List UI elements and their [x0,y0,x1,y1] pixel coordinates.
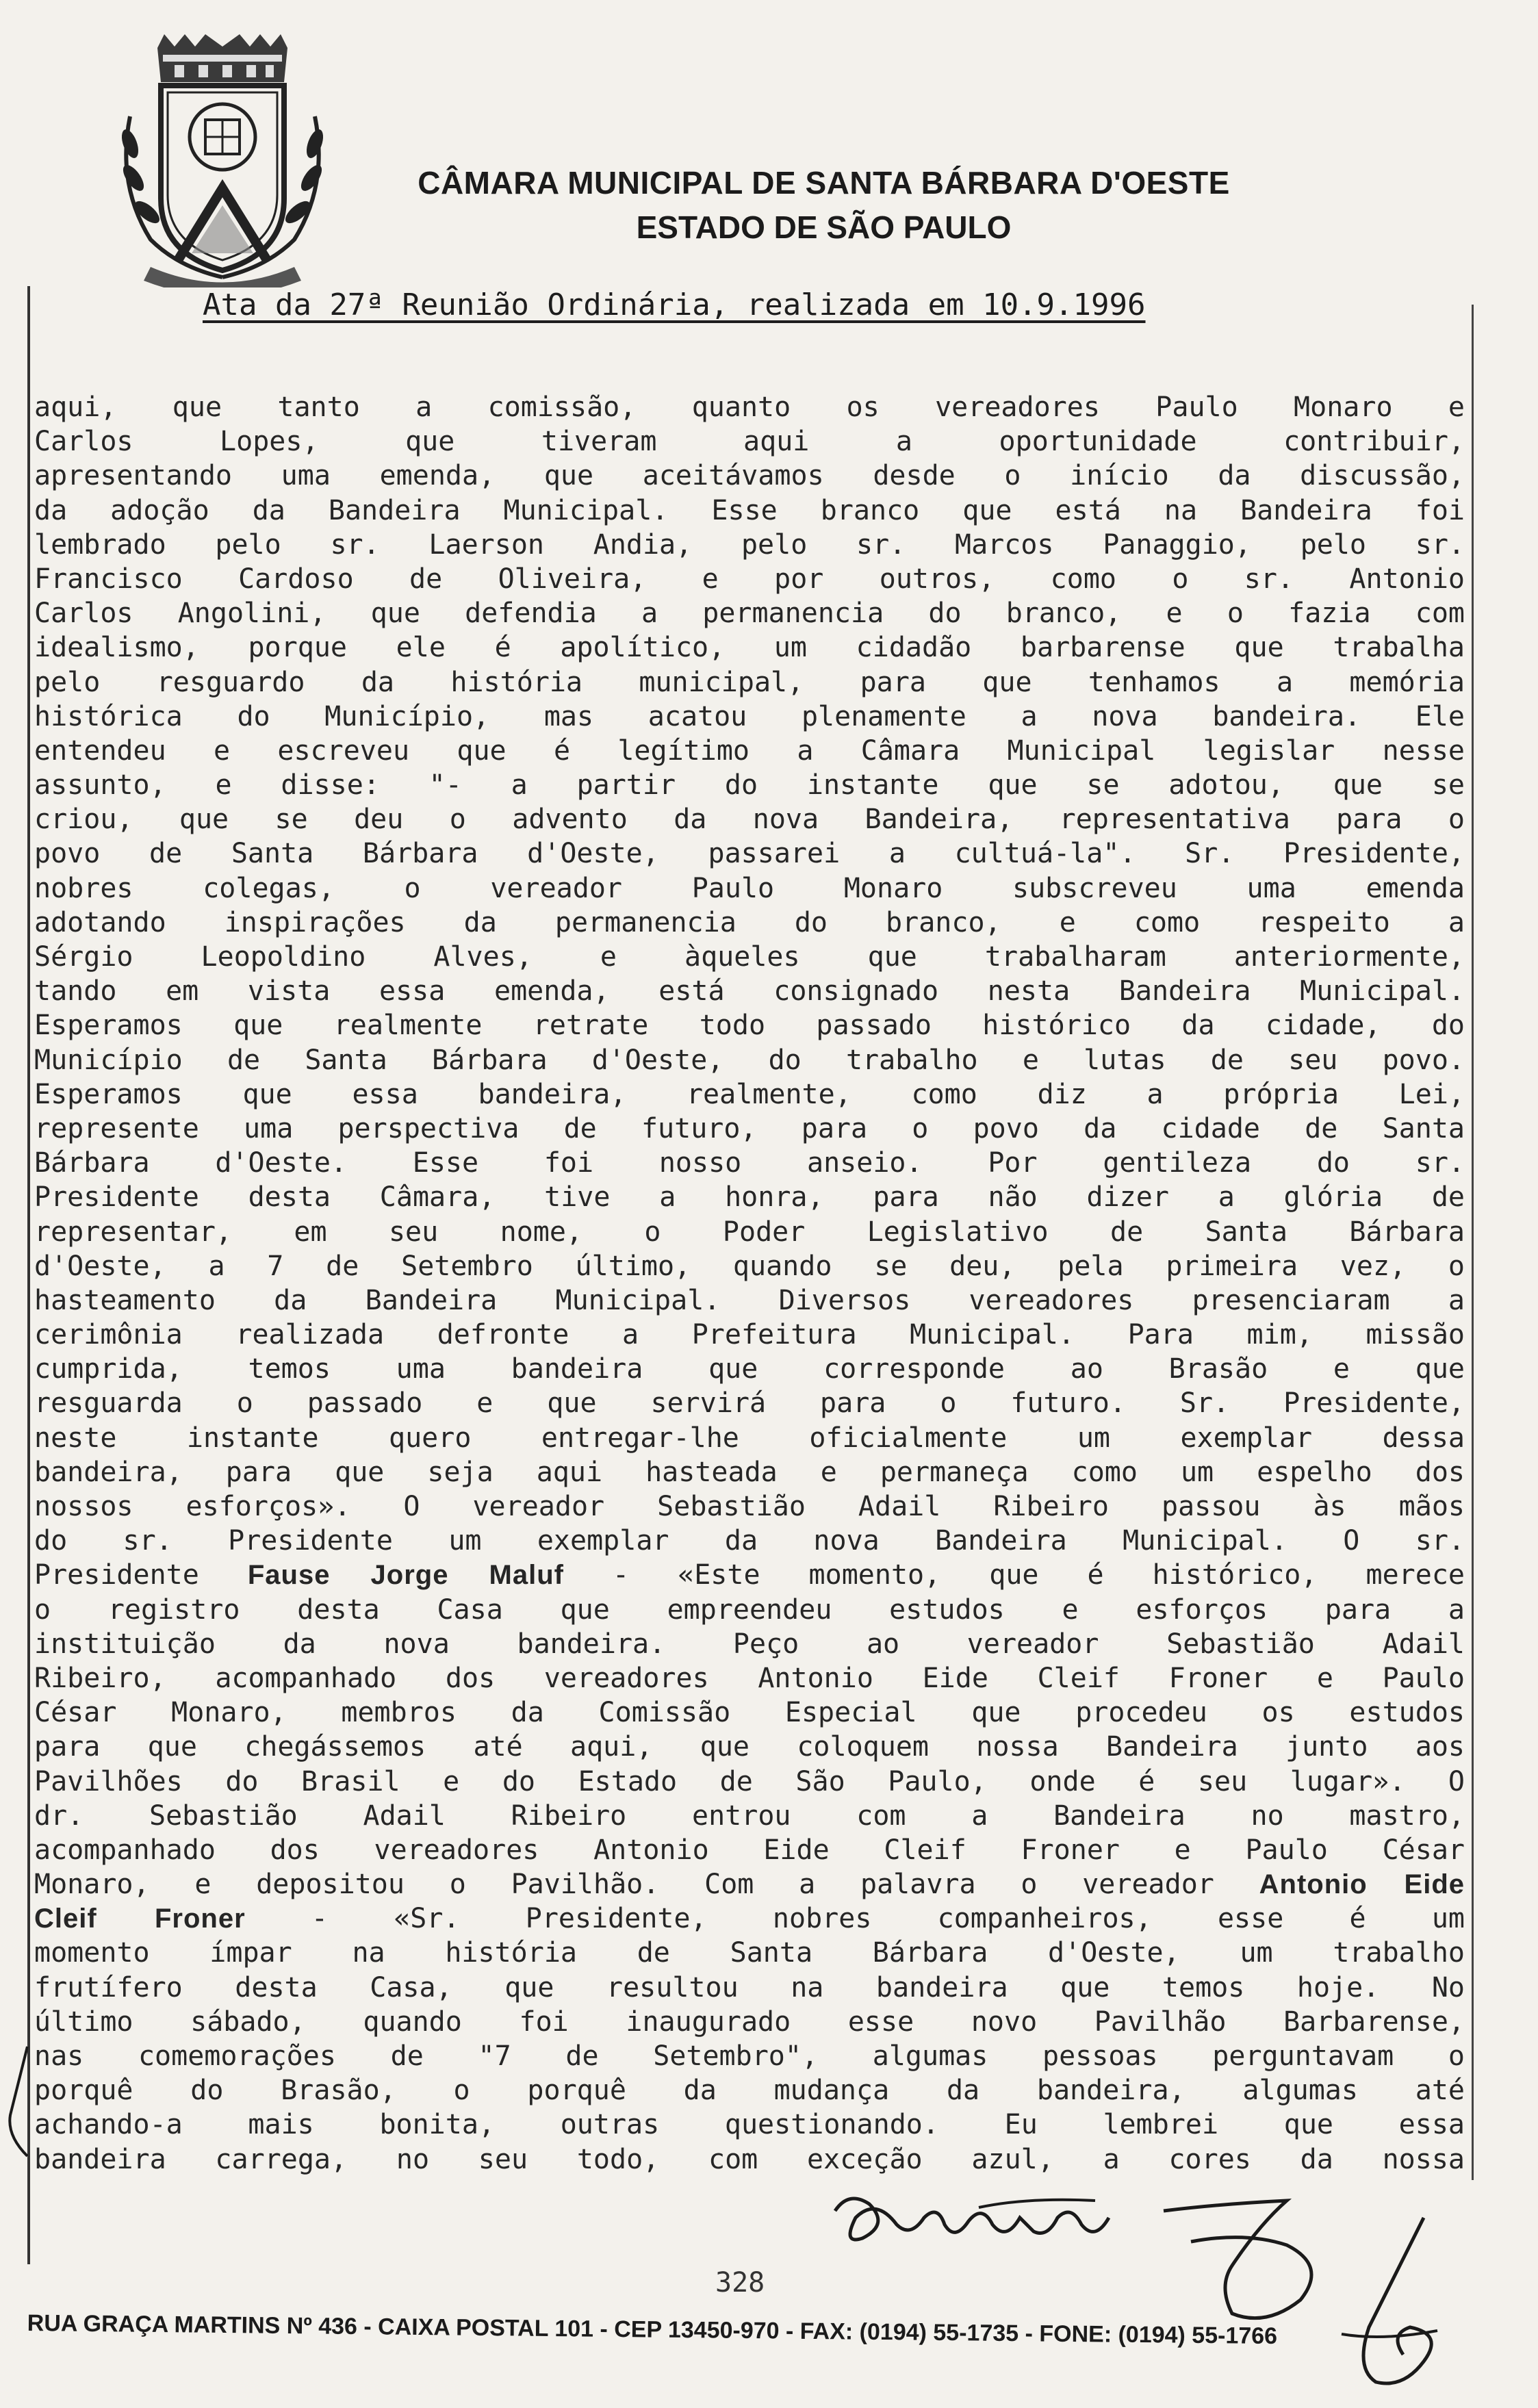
minutes-body [34,390,1465,2177]
minutes-title: Ata da 27ª Reunião Ordinária, realizada em 10.9.1996 [203,287,1146,322]
left-frame-line [27,286,30,2264]
text-line: hasteamento da Bandeira Municipal. Diversos vereadores presenciaram a [34,1284,1465,1316]
text-line: Município de Santa Bárbara d'Oeste, do trabalho e lutas de seu povo. [34,1044,1465,1076]
text-line: povo de Santa Bárbara d'Oeste, passarei a cultuá-la". Sr. Presidente, [34,838,1465,870]
text-line: histórica do Município, mas acatou plenamente a nova bandeira. Ele [34,700,1465,732]
text-line: apresentando uma emenda, que aceitávamos desde o início da discussão, [34,460,1465,492]
text-line: achando-a mais bonita, outras questionando. Eu lembrei que essa [34,2109,1465,2141]
text-line: Sérgio Leopoldino Alves, e àqueles que trabalharam anteriormente, [34,941,1465,973]
speaker-name: Antonio Eide [1259,1869,1465,1900]
text-line: neste instante quero entregar-lhe oficialmente um exemplar dessa [34,1422,1465,1454]
text-line: representar, em seu nome, o Poder Legislativo de Santa Bárbara [34,1216,1465,1248]
text-line: nas comemorações de "7 de Setembro", algumas pessoas perguntavam o [34,2040,1465,2072]
text-line [34,1901,1465,1936]
text-line: Ribeiro, acompanhado dos vereadores Antonio Eide Cleif Froner e Paulo [34,1662,1465,1694]
text-line [34,1558,1465,1592]
municipal-coat-of-arms [110,34,335,287]
text-line: do sr. Presidente um exemplar da nova Bandeira Municipal. O sr. [34,1525,1465,1557]
text-line: último sábado, quando foi inaugurado esse novo Pavilhão Barbarense, [34,2006,1465,2038]
text-line: dr. Sebastião Adail Ribeiro entrou com a Bandeira no mastro, [34,1799,1465,1832]
institution-name: CÂMARA MUNICIPAL DE SANTA BÁRBARA D'OESTE [418,165,1230,201]
footer-address: RUA GRAÇA MARTINS Nº 436 - CAIXA POSTAL 101 - CEP 13450-970 - FAX: (0194) 55-1735 - FONE: (0194) 55-1766 [27,2310,1278,2350]
text-line: Pavilhões do Brasil e do Estado de São Paulo, onde é seu lugar». O [34,1765,1465,1797]
state-name: ESTADO DE SÃO PAULO [636,209,1012,245]
text-line: d'Oeste, a 7 de Setembro último, quando se deu, pela primeira vez, o [34,1250,1465,1282]
text-line: nobres colegas, o vereador Paulo Monaro subscreveu uma emenda [34,872,1465,904]
page-number: 328 [715,2267,765,2298]
text-line: momento ímpar na história de Santa Bárbara d'Oeste, um trabalho [34,1937,1465,1969]
text-line: porquê do Brasão, o porquê da mudança da bandeira, algumas até [34,2075,1465,2107]
text-line: César Monaro, membros da Comissão Especial que procedeu os estudos [34,1697,1465,1729]
text-line: represente uma perspectiva de futuro, para o povo da cidade de Santa [34,1112,1465,1144]
text-line: para que chegássemos até aqui, que coloquem nossa Bandeira junto aos [34,1731,1465,1763]
margin-mark [0,2040,41,2163]
handwritten-signature [808,2177,1492,2396]
text-line: Presidente desta Câmara, tive a honra, para não dizer a glória de [34,1181,1465,1214]
right-frame-line [1472,305,1474,2180]
text-fragment: Presidente [34,1559,248,1591]
text-line: instituição da nova bandeira. Peço ao vereador Sebastião Adail [34,1628,1465,1660]
text-line: acompanhado dos vereadores Antonio Eide Cleif Froner e Paulo César [34,1834,1465,1866]
text-line: tando em vista essa emenda, está consignado nesta Bandeira Municipal. [34,975,1465,1008]
text-line: Esperamos que realmente retrate todo passado histórico da cidade, do [34,1010,1465,1042]
speaker-name: Fause Jorge Maluf [247,1560,564,1591]
speaker-name: Cleif Froner [34,1904,246,1934]
text-line: lembrado pelo sr. Laerson Andia, pelo sr. Marcos Panaggio, pelo sr. [34,528,1465,561]
text-line: adotando inspirações da permanencia do branco, e como respeito a [34,906,1465,938]
text-line: Carlos Lopes, que tiveram aqui a oportunidade contribuir, [34,426,1465,458]
text-line: frutífero desta Casa, que resultou na bandeira que temos hoje. No [34,1971,1465,2003]
text-line: entendeu e escreveu que é legítimo a Câmara Municipal legislar nesse [34,734,1465,767]
text-line: cumprida, temos uma bandeira que corresponde ao Brasão e que [34,1353,1465,1385]
text-line: pelo resguardo da história municipal, para que tenhamos a memória [34,666,1465,698]
text-line: aqui, que tanto a comissão, quanto os vereadores Paulo Monaro e [34,392,1465,423]
text-line: resguarda o passado e que servirá para o futuro. Sr. Presidente, [34,1387,1465,1420]
text-fragment: Monaro, e depositou o Pavilhão. Com a palavra o vereador [34,1869,1259,1901]
text-line: bandeira carrega, no seu todo, com exceção azul, a cores da nossa [34,2143,1465,2175]
text-line: Bárbara d'Oeste. Esse foi nosso anseio. Por gentileza do sr. [34,1147,1465,1179]
text-line: Carlos Angolini, que defendia a permanencia do branco, e o fazia com [34,598,1465,630]
text-line: da adoção da Bandeira Municipal. Esse branco que está na Bandeira foi [34,494,1465,526]
text-line: Esperamos que essa bandeira, realmente, como diz a própria Lei, [34,1078,1465,1110]
text-line: bandeira, para que seja aqui hasteada e permaneça como um espelho dos [34,1456,1465,1488]
text-line [34,1867,1465,1901]
text-line: idealismo, porque ele é apolítico, um cidadão barbarense que trabalha [34,632,1465,664]
text-line: Francisco Cardoso de Oliveira, e por outros, como o sr. Antonio [34,563,1465,595]
text-line: criou, que se deu o advento da nova Bandeira, representativa para o [34,804,1465,836]
text-fragment: - «Sr. Presidente, nobres companheiros, esse é um [245,1903,1465,1935]
text-line: nossos esforços». O vereador Sebastião Adail Ribeiro passou às mãos [34,1491,1465,1522]
text-fragment: - «Este momento, que é histórico, merece [563,1559,1465,1591]
text-line: cerimônia realizada defronte a Prefeitura Municipal. Para mim, missão [34,1319,1465,1351]
text-line: assunto, e disse: "- a partir do instante que se adotou, que se [34,769,1465,802]
text-line: o registro desta Casa que empreendeu estudos e esforços para a [34,1593,1465,1626]
